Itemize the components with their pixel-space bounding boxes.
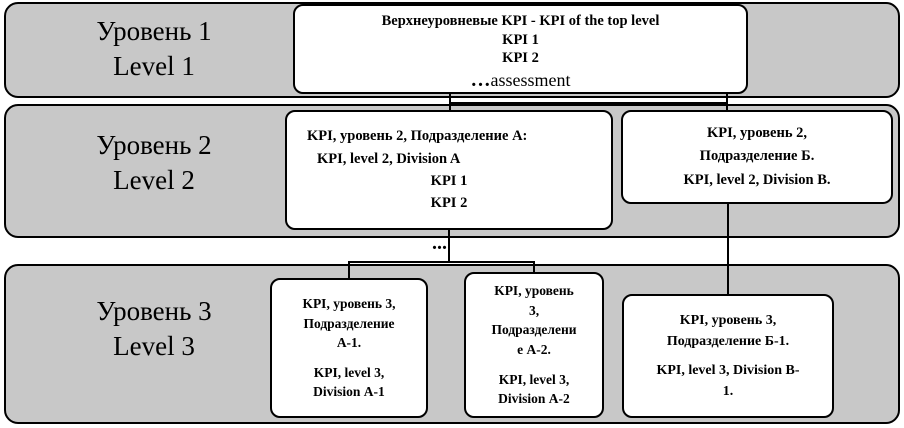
node-l2a-line1: KPI, уровень 2, Подразделение А: bbox=[307, 128, 528, 145]
node-top-kpi2: KPI 2 bbox=[502, 50, 539, 67]
node-l3b-line4: е А-2. bbox=[517, 342, 551, 357]
node-l3a-line4: KPI, level 3, bbox=[313, 364, 385, 380]
connector-l2b-to-l3c bbox=[727, 204, 729, 295]
node-level3-division-b1[interactable] bbox=[622, 294, 834, 418]
node-l3b-line5: KPI, level 3, bbox=[498, 371, 570, 387]
node-l3a-spacer bbox=[278, 353, 420, 363]
node-l2b-line3: KPI, level 2, Division B. bbox=[683, 171, 831, 188]
connector-l2a-stem bbox=[448, 230, 450, 262]
node-l3a-line2: Подразделение bbox=[303, 315, 395, 331]
node-level3-division-a2[interactable] bbox=[464, 272, 604, 418]
ellipsis-between-level2-level3: ... bbox=[432, 232, 447, 254]
node-l2a-kpi1: KPI 1 bbox=[430, 173, 468, 189]
node-l3c-line3: KPI, level 3, Division B- bbox=[656, 363, 800, 378]
node-l3b-line6: Division А-2 bbox=[498, 391, 570, 407]
node-l2a-kpi2: KPI 2 bbox=[430, 195, 468, 212]
node-top-title: Верхнеуровневые KPI - KPI of the top level bbox=[381, 13, 660, 29]
node-l3a-line1: KPI, уровень 3, bbox=[302, 296, 396, 312]
connector-top-to-level2b bbox=[726, 94, 728, 110]
level-2-label-ru: Уровень 2 bbox=[96, 130, 212, 160]
node-l3c-line1: KPI, уровень 3, bbox=[679, 313, 777, 328]
node-l3c-line4: 1. bbox=[722, 384, 734, 399]
node-l2b-line1: KPI, уровень 2, bbox=[706, 125, 808, 142]
level-2-label bbox=[24, 128, 284, 198]
node-top-level-kpi[interactable] bbox=[293, 4, 748, 94]
node-l3a-line3: А-1. bbox=[336, 335, 362, 351]
level-1-label-en: Level 1 bbox=[113, 51, 195, 82]
node-l3b-line3: Подразделени bbox=[491, 322, 577, 338]
node-top-assessment bbox=[301, 68, 740, 94]
node-l3b-line1: KPI, уровень bbox=[494, 283, 574, 299]
node-top-assessment-dots: … bbox=[470, 68, 491, 91]
node-l3c-spacer bbox=[630, 352, 826, 360]
node-l3b-spacer bbox=[472, 360, 596, 370]
node-l2a-line2: KPI, level 2, Division A bbox=[317, 150, 461, 167]
level-3-label-en: Level 3 bbox=[113, 331, 195, 362]
node-level2-division-b[interactable] bbox=[621, 110, 893, 204]
connector-l2a-horizontal bbox=[348, 261, 534, 263]
node-level2-division-a[interactable] bbox=[285, 110, 613, 230]
level-1-label bbox=[24, 14, 284, 84]
node-l3c-line2: Подразделение Б-1. bbox=[666, 334, 790, 349]
node-l2b-line2: Подразделение Б. bbox=[699, 148, 815, 165]
level-3-label bbox=[24, 294, 284, 364]
level-3-label-ru: Уровень 3 bbox=[96, 296, 212, 326]
level-1-label-ru: Уровень 1 bbox=[96, 16, 212, 46]
node-l3a-line5: Division А-1 bbox=[313, 384, 385, 400]
node-top-kpi1: KPI 1 bbox=[502, 31, 539, 48]
connector-to-l3a bbox=[348, 261, 350, 279]
connector-top-horizontal bbox=[449, 102, 727, 104]
node-level3-division-a1[interactable] bbox=[270, 278, 428, 418]
node-l3b-line2: 3, bbox=[528, 302, 540, 318]
node-top-assessment-text: assessment bbox=[490, 69, 571, 90]
level-2-label-en: Level 2 bbox=[113, 165, 195, 196]
